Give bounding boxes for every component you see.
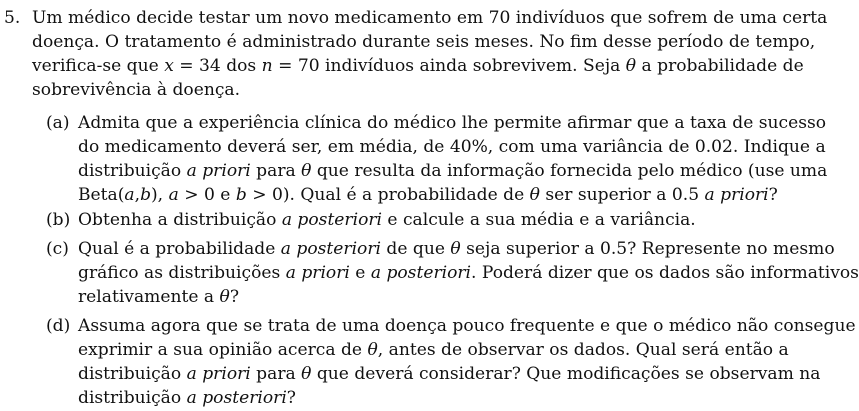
part-line bbox=[78, 285, 239, 309]
math-symbol: a bbox=[168, 185, 179, 205]
text-run: seja superior a 0.5? Represente no mesmo bbox=[460, 239, 835, 259]
italic-term: a posteriori bbox=[281, 210, 382, 230]
text-run: verifica-se que bbox=[32, 56, 165, 76]
text-run: que resulta da informação fornecida pelo médico (use uma bbox=[311, 161, 828, 181]
part-label: (a) bbox=[46, 113, 70, 133]
text-run: para bbox=[250, 161, 302, 181]
part-line bbox=[78, 135, 826, 159]
text-run: doença. O tratamento é administrado durante seis meses. No fim desse período de tempo, bbox=[32, 32, 816, 52]
text-run: = 34 dos bbox=[173, 56, 262, 76]
text-run: = 70 indivíduos ainda sobrevivem. Seja bbox=[272, 56, 626, 76]
statement-line bbox=[32, 30, 816, 54]
text-run: a probabilidade de bbox=[636, 56, 804, 76]
text-run: distribuição bbox=[78, 388, 187, 408]
text-run: do medicamento deverá ser, em média, de 40%, com uma variância de 0.02. Indique a bbox=[78, 137, 826, 157]
text-run: que deverá considerar? Que modificações se observam na bbox=[311, 364, 821, 384]
italic-term: a posteriori bbox=[186, 388, 287, 408]
math-symbol: θ bbox=[529, 185, 540, 205]
math-symbol: θ bbox=[301, 161, 312, 181]
part-line bbox=[78, 183, 778, 207]
text-run: ? bbox=[286, 388, 296, 408]
text-run: Admita que a experiência clínica do médico lhe permite afirmar que a taxa de sucesso bbox=[78, 113, 827, 133]
math-symbol: θ bbox=[625, 56, 637, 76]
math-symbol: θ bbox=[367, 340, 378, 360]
text-run: distribuição bbox=[78, 161, 187, 181]
part-label: (b) bbox=[46, 210, 71, 230]
text-run: , bbox=[134, 185, 141, 205]
text-run: Qual é a probabilidade bbox=[78, 239, 281, 259]
math-symbol: θ bbox=[450, 239, 461, 259]
text-run: sobrevivência à doença. bbox=[32, 80, 241, 100]
text-run: > 0). Qual é a probabilidade de bbox=[246, 185, 530, 205]
text-run: ), bbox=[151, 185, 169, 205]
statement-line bbox=[32, 6, 828, 30]
part-line bbox=[78, 237, 835, 261]
italic-term: a priori bbox=[186, 364, 251, 384]
text-run: gráfico as distribuições bbox=[78, 263, 286, 283]
math-symbol: n bbox=[261, 56, 273, 76]
text-run: Obtenha a distribuição bbox=[78, 210, 282, 230]
text-run: para bbox=[250, 364, 302, 384]
exercise-number: 5. bbox=[4, 8, 21, 28]
math-symbol: x bbox=[164, 56, 174, 76]
italic-term: a priori bbox=[186, 161, 251, 181]
italic-term: a priori bbox=[704, 185, 769, 205]
text-run: ser superior a 0.5 bbox=[539, 185, 705, 205]
part-line bbox=[78, 159, 828, 183]
math-symbol: θ bbox=[301, 364, 312, 384]
text-run: , antes de observar os dados. Qual será então a bbox=[377, 340, 789, 360]
part-label: (d) bbox=[46, 316, 71, 336]
part-line bbox=[78, 314, 856, 338]
text-run: Beta( bbox=[78, 185, 125, 205]
italic-term: a priori bbox=[285, 263, 350, 283]
text-run: de que bbox=[380, 239, 451, 259]
math-symbol: b bbox=[140, 185, 152, 205]
text-run: e bbox=[349, 263, 371, 283]
text-run: ? bbox=[229, 287, 239, 307]
text-run: > 0 e bbox=[178, 185, 236, 205]
italic-term: a posteriori bbox=[370, 263, 472, 283]
text-run: ? bbox=[768, 185, 778, 205]
part-label: (c) bbox=[46, 239, 69, 259]
part-line bbox=[78, 111, 827, 135]
math-symbol: a bbox=[124, 185, 135, 205]
part-line bbox=[78, 208, 696, 232]
part-line bbox=[78, 362, 821, 386]
text-run: distribuição bbox=[78, 364, 187, 384]
text-run: Um médico decide testar um novo medicamento em 70 indivíduos que sofrem de uma certa bbox=[32, 8, 828, 28]
part-line bbox=[78, 386, 296, 410]
math-symbol: θ bbox=[219, 287, 230, 307]
math-symbol: b bbox=[235, 185, 247, 205]
statement-line bbox=[32, 78, 240, 102]
statement-line bbox=[32, 54, 804, 78]
part-line bbox=[78, 261, 859, 285]
text-run: e calcule a sua média e a variância. bbox=[382, 210, 696, 230]
text-run: Assuma agora que se trata de uma doença pouco frequente e que o médico não consegue bbox=[78, 316, 856, 336]
text-run: . Poderá dizer que os dados são informativos bbox=[471, 263, 859, 283]
text-run: exprimir a sua opinião acerca de bbox=[78, 340, 368, 360]
text-run: relativamente a bbox=[78, 287, 220, 307]
part-line bbox=[78, 338, 789, 362]
italic-term: a posteriori bbox=[280, 239, 381, 259]
